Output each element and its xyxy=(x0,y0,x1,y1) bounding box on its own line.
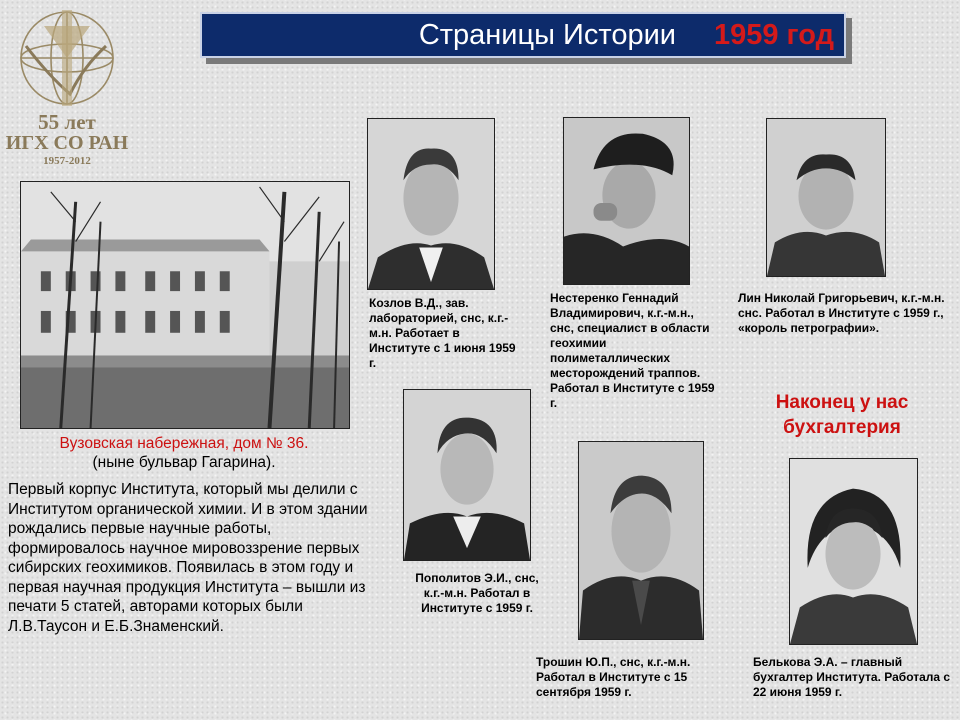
title-banner xyxy=(200,12,846,58)
building-now: (ныне бульвар Гагарина). xyxy=(92,454,276,471)
logo-org: ИГХ СО РАН xyxy=(5,132,129,154)
portrait-troshin xyxy=(578,441,704,640)
page-year: 1959 год xyxy=(713,18,834,51)
portrait-popolitov xyxy=(403,389,531,561)
building-caption xyxy=(4,434,364,472)
portrait-nesterenko xyxy=(563,117,690,285)
building-description: Первый корпус Института, который мы делили с Институтом органической химии. И в этом здании рождались первые научные работы, формировалось научное мировоззрение первых сибирских геохимиков. Появилась в этом году и первая научная продукция Института – вышли из печати 5 статей, авторами которых были Л.В.Таусон и Е.Б.Знаменский. xyxy=(8,481,368,635)
page-title: Страницы Истории xyxy=(418,18,676,51)
building-photo xyxy=(20,181,350,429)
caption-kozlov: Козлов В.Д., зав. лабораторией, снс, к.г.-м.н. Работает в Институте с 1 июня 1959 г. xyxy=(369,296,516,370)
institute-logo-icon xyxy=(4,6,130,110)
logo-years: 55 лет xyxy=(38,110,96,134)
portrait-kozlov xyxy=(367,118,495,290)
accounting-note: Наконец у нас бухгалтерия xyxy=(775,392,909,438)
caption-belkova: Белькова Э.А. – главный бухгалтер Института. Работала с 22 июня 1959 г. xyxy=(753,655,951,699)
caption-lin: Лин Николай Григорьевич, к.г.-м.н. снс. Работал в Институте с 1959 г., «король петрографии». xyxy=(738,291,945,335)
portrait-belkova xyxy=(789,458,918,645)
building-address: Вузовская набережная, дом № 36. xyxy=(59,435,309,452)
logo-span: 1957-2012 xyxy=(43,155,91,167)
caption-troshin: Трошин Ю.П., снс, к.г.-м.н. Работал в Институте с 15 сентября 1959 г. xyxy=(536,655,691,699)
portrait-lin xyxy=(766,118,886,277)
caption-popolitov: Пополитов Э.И., снс, к.г.-м.н. Работал в Институте с 1959 г. xyxy=(415,571,539,615)
caption-nesterenko: Нестеренко Геннадий Владимирович, к.г.-м.н., снс, специалист в области геохимии полиметаллических месторождений траппов. Работал в Институте с 1959 г. xyxy=(550,291,715,410)
